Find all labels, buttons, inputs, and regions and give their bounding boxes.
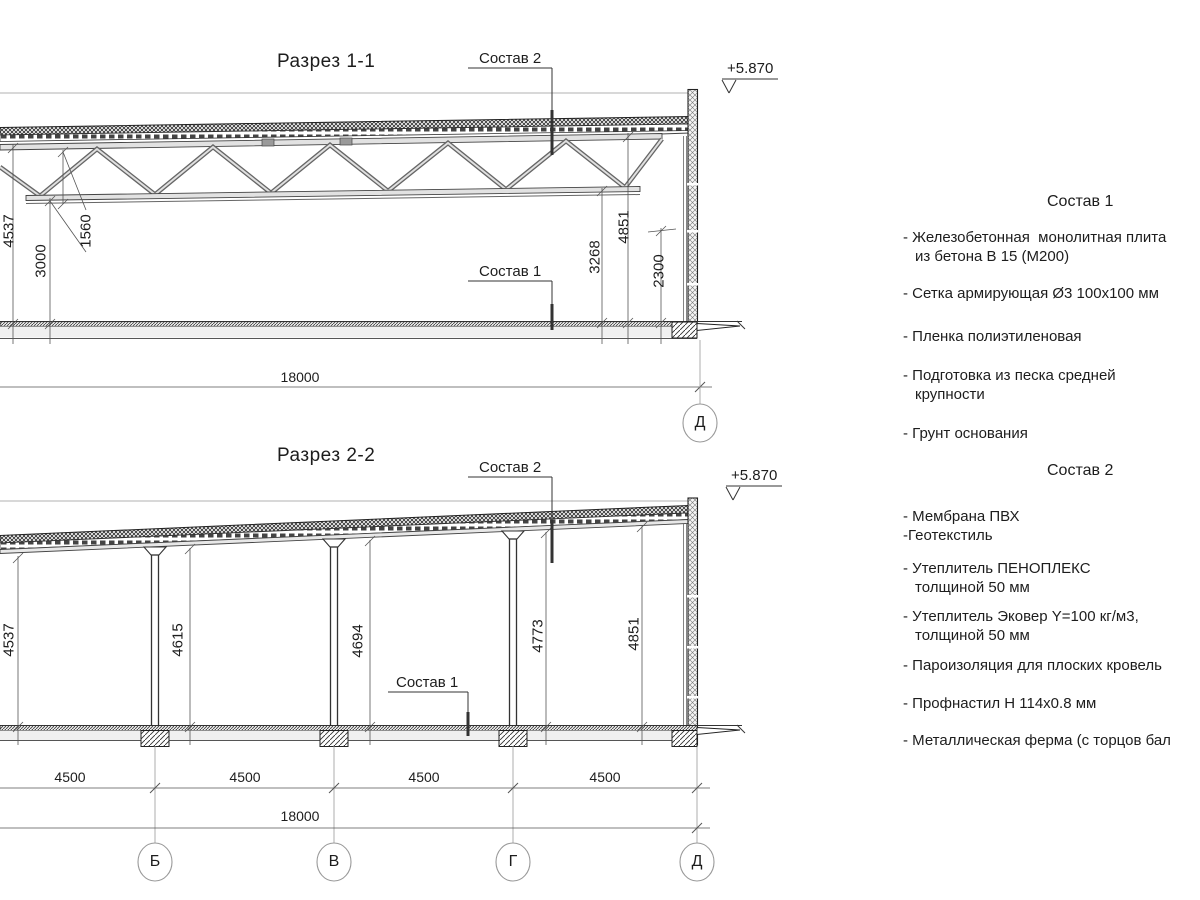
column-footing: [320, 731, 348, 747]
section2-elevation: +5.870: [731, 467, 778, 484]
axis-label-b: Б: [149, 853, 161, 870]
column-g: [510, 539, 517, 726]
dim-bay-4: 4500: [589, 769, 621, 785]
dim-bay-3: 4500: [408, 769, 440, 785]
dim-1560: 1560: [77, 214, 95, 248]
material-item: - Мембрана ПВХ: [903, 508, 1020, 525]
dim-4694: 4694: [349, 624, 367, 658]
section-2-2-drawing: [0, 477, 782, 881]
callout-leaders: [468, 68, 552, 330]
gutter: [697, 321, 745, 331]
material-item: - Утеплитель Эковер Y=100 кг/м3, толщиной 50 мм: [903, 608, 1139, 644]
dim-4773: 4773: [529, 619, 547, 653]
dim-3268: 3268: [586, 240, 604, 274]
dim-2300: 2300: [650, 254, 668, 288]
material-item: - Пленка полиэтиленовая: [903, 328, 1082, 345]
dim-18000-2: 18000: [280, 808, 320, 824]
column-v: [331, 547, 338, 726]
materials2-list: [903, 507, 1200, 768]
axis-label-g: Г: [508, 853, 518, 870]
dim-4615: 4615: [169, 623, 187, 657]
material-item: - Утеплитель ПЕНОПЛЕКС толщиной 50 мм: [903, 560, 1091, 596]
material-item: - Пароизоляция для плоских кровель: [903, 657, 1162, 674]
material-item: - Металлическая ферма (с торцов бал: [903, 732, 1171, 749]
dim-18000: 18000: [280, 369, 320, 385]
column-footing: [499, 731, 527, 747]
section1-callout-bottom: Состав 1: [479, 263, 542, 280]
dim-4537: 4537: [0, 214, 18, 248]
purlin: [262, 139, 274, 146]
section1-callout-top: Состав 2: [479, 50, 542, 67]
roof-truss: [0, 134, 662, 204]
bottom-dimensions: [0, 746, 714, 881]
column-b: [152, 555, 159, 726]
dimensions-right: [597, 132, 676, 344]
column-footing: [141, 731, 169, 747]
floor-slab: [0, 726, 697, 747]
overall-dimension: [0, 340, 717, 442]
axis-label-d2: Д: [691, 853, 703, 870]
dim-4851-2: 4851: [625, 617, 643, 651]
section1-title: Разрез 1-1: [277, 51, 376, 72]
wall-footing: [672, 731, 697, 747]
end-wall: [684, 498, 699, 745]
materials1-list: [903, 228, 1200, 461]
truss-bottom-chord: [26, 187, 640, 201]
material-item: - Подготовка из песка средней крупности: [903, 367, 1116, 403]
section2-callout-bottom: Состав 1: [396, 674, 459, 691]
axis-label-v: В: [328, 853, 340, 870]
section2-callout-top: Состав 2: [479, 459, 542, 476]
elevation-mark: [726, 486, 782, 500]
material-item: - Профнастил Н 114х0.8 мм: [903, 695, 1097, 712]
floor-slab: [0, 322, 697, 339]
material-item: -Геотекстиль: [903, 527, 993, 544]
wall-footing: [672, 322, 697, 338]
material-item: - Грунт основания: [903, 425, 1028, 442]
purlin: [340, 138, 352, 145]
materials1-title: Состав 1: [1047, 193, 1114, 210]
axis-label-d: Д: [694, 414, 706, 431]
columns: [144, 531, 524, 726]
dim-bay-1: 4500: [54, 769, 86, 785]
dim-4851: 4851: [615, 210, 633, 244]
roof-assembly: [0, 506, 688, 554]
section1-elevation: +5.870: [727, 60, 774, 77]
materials2-title: Состав 2: [1047, 462, 1114, 479]
dim-4537-2: 4537: [0, 623, 18, 657]
dim-3000: 3000: [32, 244, 50, 278]
elevation-mark: [722, 79, 778, 93]
gutter: [697, 725, 745, 735]
material-item: - Железобетонная монолитная плита из бетона В 15 (М200): [903, 229, 1167, 265]
section2-title: Разрез 2-2: [277, 445, 376, 466]
material-item: - Сетка армирующая Ø3 100х100 мм: [903, 285, 1159, 302]
dim-bay-2: 4500: [229, 769, 261, 785]
